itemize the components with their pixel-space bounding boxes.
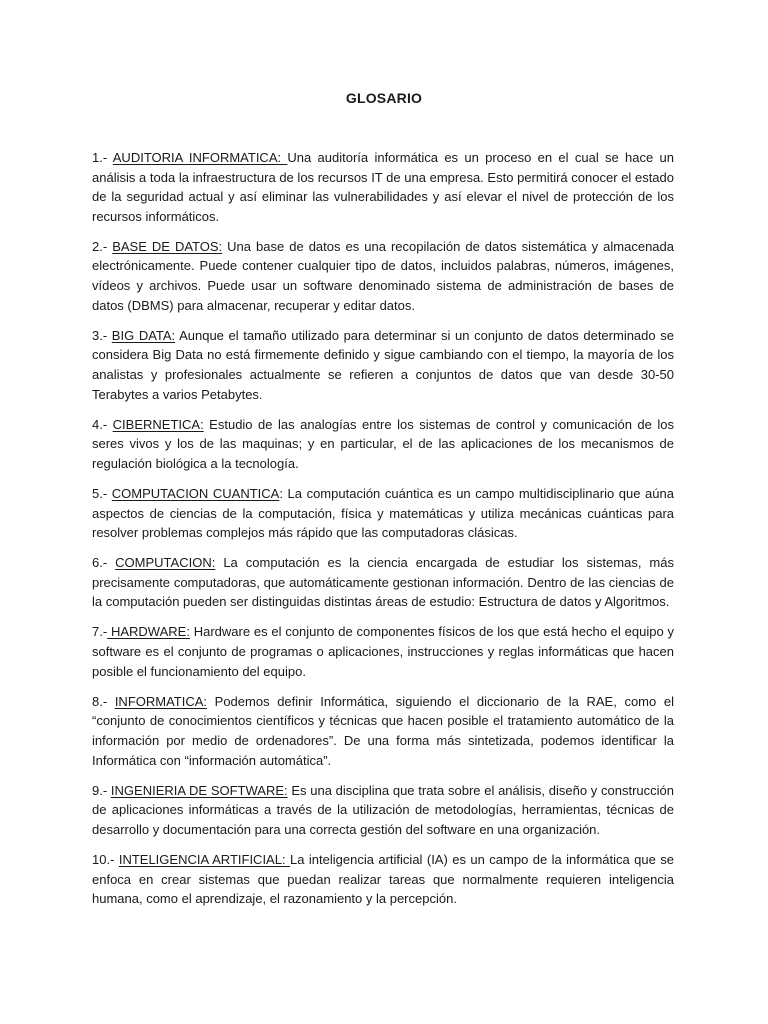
entry-number: 2.- bbox=[92, 238, 113, 254]
glossary-entry bbox=[92, 553, 674, 612]
entry-term: COMPUTACION: bbox=[115, 555, 216, 571]
entry-definition: Podemos definir Informática, siguiendo el diccionario de la RAE, como el “conjunto de conocimientos científicos y técnicas que hacen posible el tratamiento automático de la información por medio de ordenadores”. De una forma más sintetizada, podemos identificar la Informática con “información automática”. bbox=[92, 693, 674, 768]
glossary-entry bbox=[92, 415, 674, 474]
entry-definition: : La computación cuántica es un campo multidisciplinario que aúna aspectos de ciencias de la computación, física y matemáticas y utiliza mecánicas cuánticas para resolver problemas complejos más rápido que las computadoras clásicas. bbox=[92, 485, 674, 541]
entry-term: AUDITORIA INFORMATICA: bbox=[112, 150, 288, 165]
entry-term: COMPUTACION CUANTICA bbox=[111, 485, 280, 501]
entry-number: 9.- bbox=[92, 782, 111, 798]
glossary-entry bbox=[92, 692, 674, 770]
entry-term: BIG DATA: bbox=[111, 327, 176, 343]
entry-number: 4.- bbox=[92, 416, 113, 432]
entry-term: INGENIERIA DE SOFTWARE: bbox=[110, 782, 288, 798]
entry-number: 3.- bbox=[92, 327, 112, 343]
entry-number: 8.- bbox=[92, 693, 115, 709]
glossary-entry bbox=[92, 484, 674, 543]
entry-number: 1.- bbox=[92, 150, 113, 165]
glossary-entry bbox=[92, 148, 674, 226]
entry-definition: La inteligencia artificial (IA) es un campo de la informática que se enfoca en crear sistemas que puedan realizar tareas que normalmente requieren inteligencia humana, como el aprendizaje, el razonamiento y la percepción. bbox=[92, 851, 675, 907]
entry-number: 10.- bbox=[92, 851, 119, 867]
entry-number: 6.- bbox=[92, 555, 116, 571]
entry-term: HARDWARE: bbox=[107, 624, 190, 640]
entry-definition: Hardware es el conjunto de componentes físicos de los que está hecho el equipo y software es el conjunto de programas o aplicaciones, instrucciones y reglas informáticas que hacen posible el funcionamiento del equipo. bbox=[92, 624, 674, 679]
entry-term: INTELIGENCIA ARTIFICIAL: bbox=[118, 851, 291, 867]
entry-term: INFORMATICA: bbox=[114, 693, 208, 709]
entry-term: CIBERNETICA: bbox=[112, 416, 204, 432]
entry-number: 7.- bbox=[92, 624, 108, 640]
entry-term: BASE DE DATOS: bbox=[112, 238, 223, 254]
entry-definition: La computación es la ciencia encargada de estudiar los sistemas, más precisamente computadoras, que automáticamente gestionan información. Dentro de las ciencias de la computación pueden ser distinguidas distintas áreas de estudio: Estructura de datos y Algoritmos. bbox=[92, 555, 674, 610]
glossary-list bbox=[92, 148, 674, 919]
glossary-entry bbox=[92, 237, 674, 315]
glossary-entry bbox=[92, 781, 674, 840]
entry-definition: Aunque el tamaño utilizado para determinar si un conjunto de datos determinado se considera Big Data no está firmemente definido y sigue cambiando con el tiempo, la mayoría de los analistas y profesionales actualmente se refieren a conjuntos de datos que van desde 30-50 Terabytes a varios Petabytes. bbox=[92, 327, 674, 402]
entry-definition: Una base de datos es una recopilación de datos sistemática y almacenada electrónicamente. Puede contener cualquier tipo de datos, incluidos palabras, números, imágenes, vídeos y archivos. Puede usar un software denominado sistema de administración de bases de datos (DBMS) para almacenar, recuperar y editar datos. bbox=[92, 238, 674, 313]
entry-definition: Estudio de las analogías entre los sistemas de control y comunicación de los seres vivos y los de las maquinas; y en particular, el de las aplicaciones de los mecanismos de regulación biológica a la tecnología. bbox=[92, 416, 674, 471]
page-title: GLOSARIO bbox=[345, 90, 423, 106]
glossary-entry bbox=[92, 622, 674, 681]
entry-number: 5.- bbox=[92, 485, 112, 501]
entry-definition: Es una disciplina que trata sobre el análisis, diseño y construcción de aplicaciones informáticas a través de la utilización de metodologías, herramientas, técnicas de desarrollo y documentación para una correcta gestión del software en una organización. bbox=[92, 782, 674, 837]
glossary-entry bbox=[92, 326, 674, 404]
glossary-entry bbox=[92, 850, 674, 909]
entry-definition: Una auditoría informática es un proceso en el cual se hace un análisis a toda la infraestructura de los recursos IT de una empresa. Esto permitirá conocer el estado de la seguridad actual y así eliminar las vulnerabilidades y así elevar el nivel de protección de los recursos informáticos. bbox=[92, 150, 674, 224]
